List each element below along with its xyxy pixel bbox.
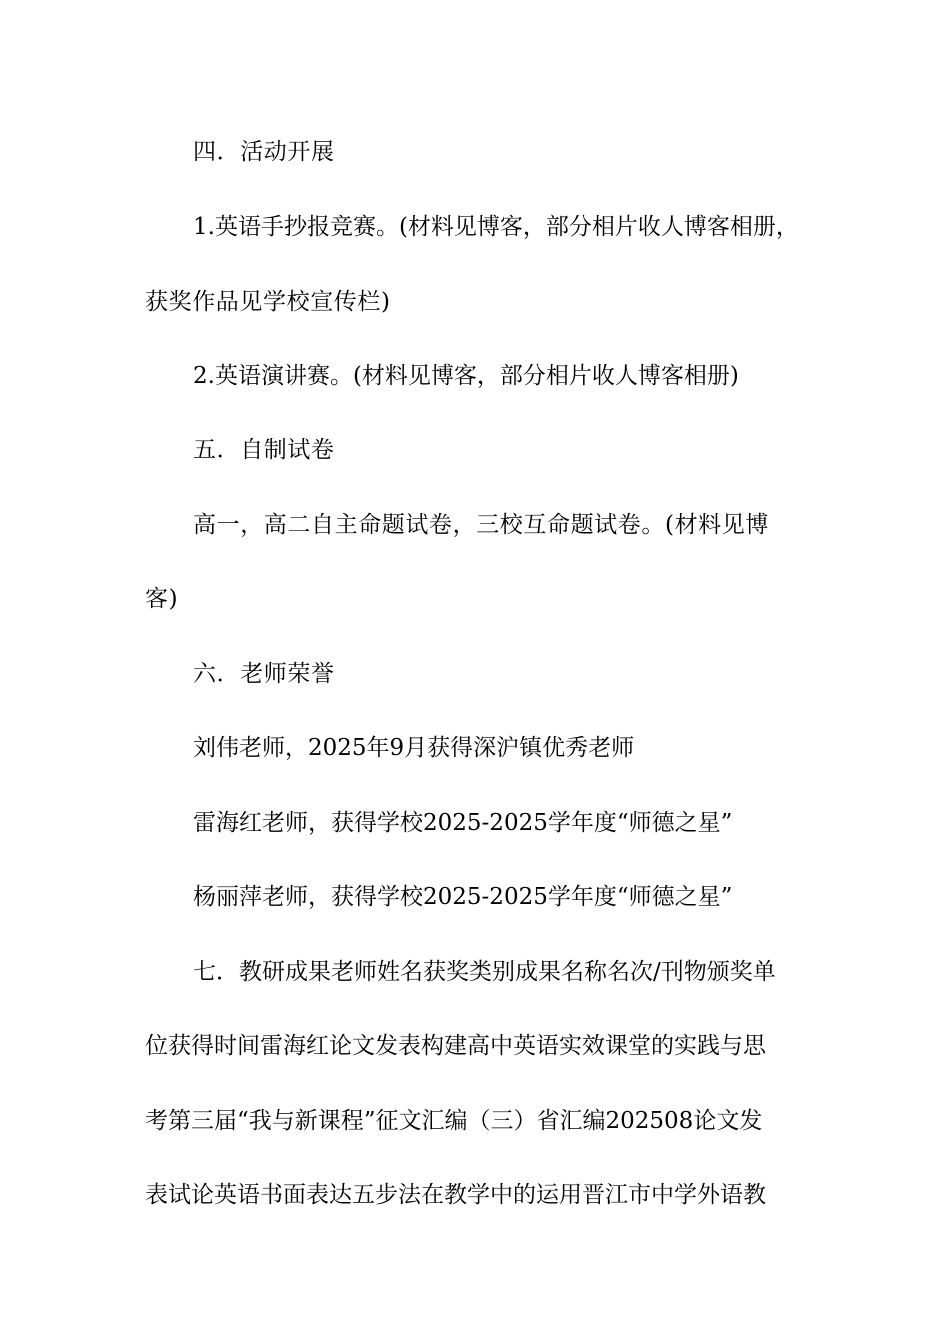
section-7-line-3: 考第三届“我与新课程”征文汇编（三）省汇编202508论文发 [145, 1108, 763, 1134]
section-4-item-1-line-1: 1.英语手抄报竞赛。(材料见博客，部分相片收人博客相册， [193, 214, 799, 240]
honor-item-2: 雷海红老师，获得学校2025-2025学年度“师德之星” [193, 810, 733, 836]
section-7-line-1: 七．教研成果老师姓名获奖类别成果名称名次/刊物颁奖单 [193, 959, 776, 985]
section-7-line-2: 位获得时间雷海红论文发表构建高中英语实效课堂的实践与思 [145, 1033, 766, 1059]
section-4-item-1-line-2: 获奖作品见学校宣传栏) [145, 289, 391, 315]
section-5-paragraph-line-2: 客) [145, 586, 179, 612]
honor-item-1: 刘伟老师，2025年9月获得深沪镇优秀老师 [193, 735, 635, 761]
section-5-heading: 五．自制试卷 [193, 437, 335, 463]
honor-item-3: 杨丽萍老师，获得学校2025-2025学年度“师德之星” [193, 884, 733, 910]
section-4-item-2: 2.英语演讲赛。(材料见博客，部分相片收人博客相册) [193, 363, 739, 389]
section-6-heading: 六．老师荣誉 [193, 661, 335, 687]
section-5-paragraph-line-1: 高一，高二自主命题试卷，三校互命题试卷。(材料见博 [193, 512, 769, 538]
section-7-line-4: 表试论英语书面表达五步法在教学中的运用晋江市中学外语教 [145, 1182, 766, 1208]
section-4-heading: 四．活动开展 [193, 139, 335, 165]
